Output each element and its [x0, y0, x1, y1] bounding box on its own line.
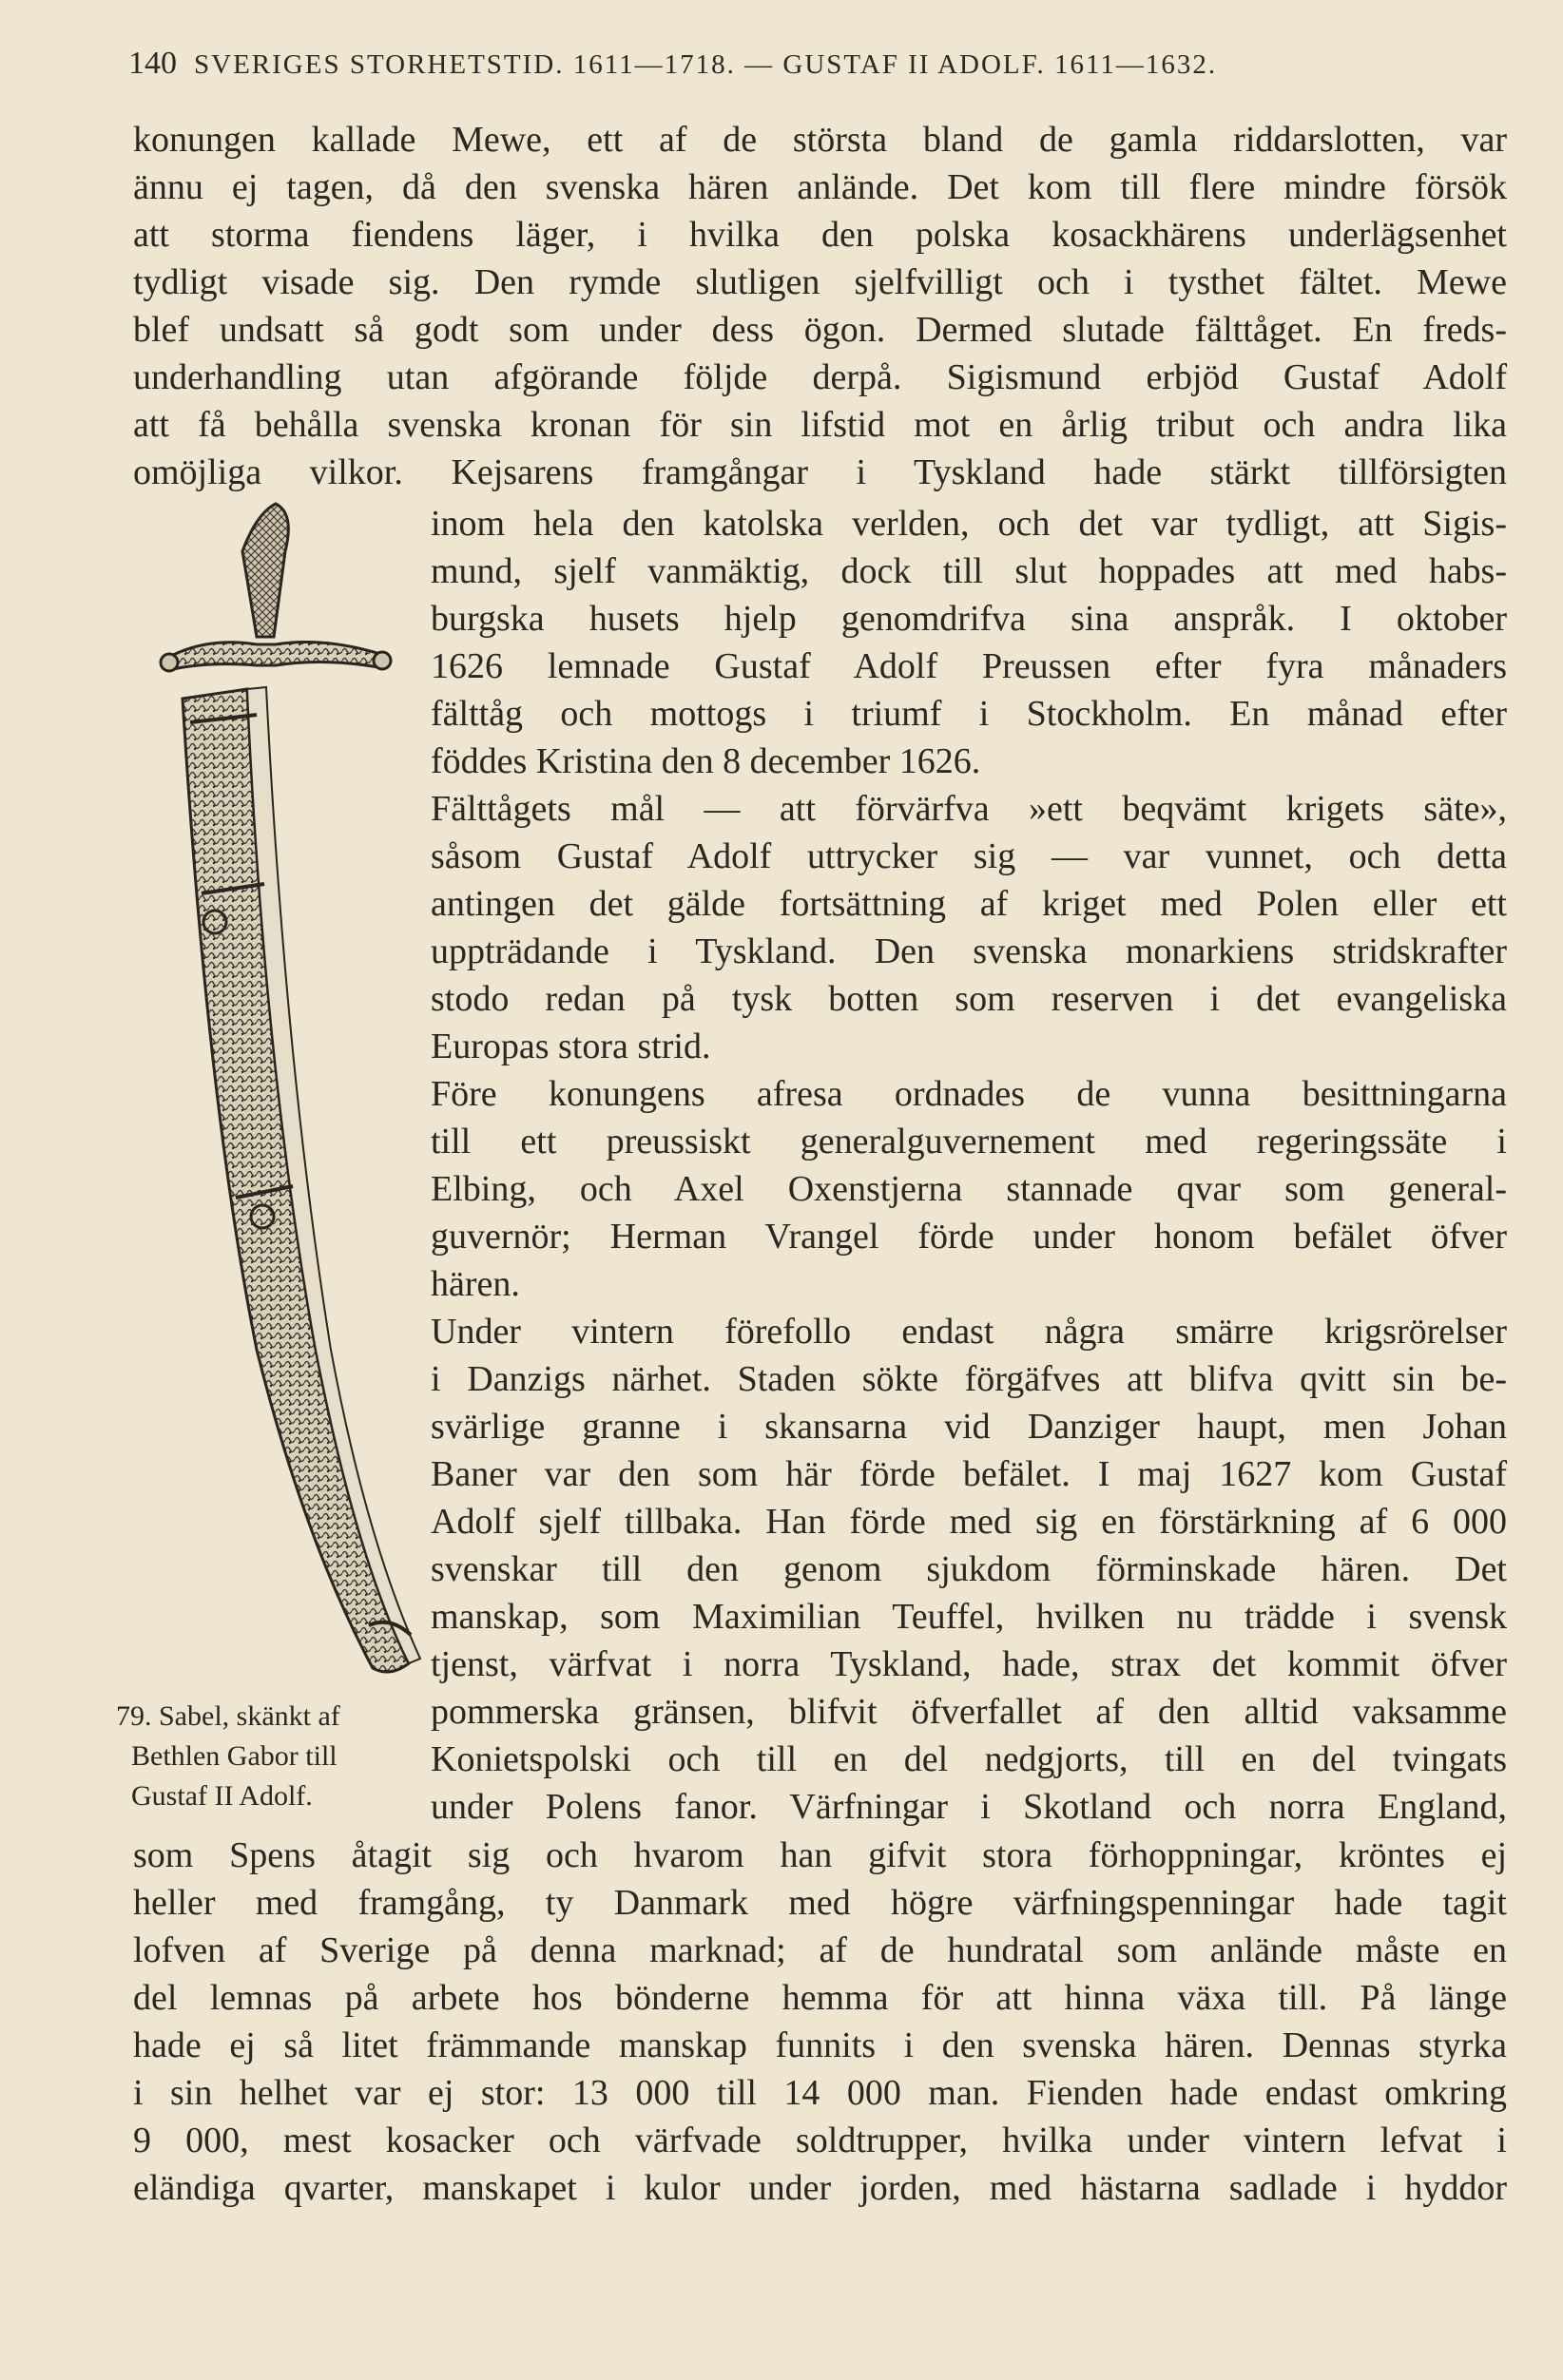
sabre-hilt — [161, 504, 391, 671]
text-line: som Spens åtagit sig och hvarom han gifvit stora förhoppningar, kröntes ej — [133, 1835, 1507, 1875]
text-line: lofven af Sverige på denna marknad; af de hundratal som anlände måste en — [133, 1930, 1507, 1970]
text-line: till ett preussiskt generalguvernement med regeringssäte i — [431, 1122, 1507, 1161]
text-line: mund, sjelf vanmäktig, dock till slut hoppades att med habs- — [431, 551, 1507, 591]
text-line: hären. — [431, 1264, 520, 1304]
text-line: i Danzigs närhet. Staden sökte förgäfves att blifva qvitt sin be- — [431, 1359, 1507, 1399]
text-line: Adolf sjelf tillbaka. Han förde med sig en förstärkning af 6 000 — [431, 1502, 1507, 1542]
text-line: Elbing, och Axel Oxenstjerna stannade qvar som general- — [431, 1169, 1507, 1209]
text-line: Konietspolski och till en del nedgjorts, till en del tvingats — [431, 1739, 1507, 1779]
text-line: 1626 lemnade Gustaf Adolf Preussen efter fyra månaders — [431, 646, 1507, 686]
text-line: inom hela den katolska verlden, och det var tydligt, att Sigis- — [431, 504, 1507, 544]
text-line: del lemnas på arbete hos bönderne hemma för att hinna växa till. På länge — [133, 1978, 1507, 2018]
caption-line: Bethlen Gabor till — [131, 1740, 338, 1772]
text-line: såsom Gustaf Adolf uttrycker sig — var vunnet, och detta — [431, 836, 1507, 876]
text-line: uppträdande i Tyskland. Den svenska monarkiens stridskrafter — [431, 931, 1507, 971]
text-line: ännu ej tagen, då den svenska hären anlände. Det kom till flere mindre försök — [133, 167, 1507, 207]
sabre-illustration — [152, 494, 428, 1682]
page-number: 140 — [128, 46, 177, 81]
text-line: Europas stora strid. — [431, 1027, 711, 1066]
text-line: Under vintern förefollo endast några smärre krigsrörelser — [431, 1312, 1507, 1352]
text-line: hade ej så litet främmande manskap funnits i den svenska hären. Dennas styrka — [133, 2025, 1507, 2065]
running-title: SVERIGES STORHETSTID. 1611—1718. — GUSTAF II ADOLF. 1611—1632. — [194, 49, 1218, 80]
text-line: under Polens fanor. Värfningar i Skotland och norra England, — [431, 1787, 1507, 1827]
text-line: blef undsatt så godt som under dess ögon. Dermed slutade fälttåget. En freds- — [133, 310, 1507, 350]
text-line: fälttåg och mottogs i triumf i Stockholm. En månad efter — [431, 694, 1507, 734]
text-line: svenskar till den genom sjukdom förminskade hären. Det — [431, 1549, 1507, 1589]
text-line: tydligt visade sig. Den rymde slutligen sjelfvilligt och i tysthet fältet. Mewe — [133, 262, 1507, 302]
text-line: tjenst, värfvat i norra Tyskland, hade, strax det kommit öfver — [431, 1644, 1507, 1684]
text-line: att storma fiendens läger, i hvilka den polska kosackhärens underlägsenhet — [133, 215, 1507, 255]
text-line: guvernör; Herman Vrangel förde under honom befälet öfver — [431, 1217, 1507, 1257]
text-line: Före konungens afresa ordnades de vunna besittningarna — [431, 1074, 1507, 1114]
text-line: manskap, som Maximilian Teuffel, hvilken nu trädde i svensk — [431, 1597, 1507, 1637]
text-line: burgska husets hjelp genomdrifva sina anspråk. I oktober — [431, 599, 1507, 639]
caption-line: 79. Sabel, skänkt af — [116, 1700, 340, 1732]
text-line: i sin helhet var ej stor: 13 000 till 14 000 man. Fienden hade endast omkring — [133, 2073, 1507, 2113]
caption-line: Gustaf II Adolf. — [131, 1780, 313, 1812]
text-line: pommerska gränsen, blifvit öfverfallet af den alltid vaksamme — [431, 1692, 1507, 1732]
running-head — [128, 46, 1497, 93]
text-line: konungen kallade Mewe, ett af de största bland de gamla riddarslotten, var — [133, 120, 1507, 160]
text-line: föddes Kristina den 8 december 1626. — [431, 741, 981, 781]
text-line: stodo redan på tysk botten som reserven i det evangeliska — [431, 979, 1507, 1019]
text-line: Fälttågets mål — att förvärfva »ett beqvämt krigets säte», — [431, 789, 1507, 829]
text-line: svärlige granne i skansarna vid Danziger haupt, men Johan — [431, 1407, 1507, 1447]
text-line: omöjliga vilkor. Kejsarens framgångar i Tyskland hade stärkt tillförsigten — [133, 452, 1507, 492]
sabre-scabbard — [183, 687, 420, 1672]
text-line: heller med framgång, ty Danmark med högre värfningspenningar hade tagit — [133, 1883, 1507, 1923]
text-line: underhandling utan afgörande följde derpå. Sigismund erbjöd Gustaf Adolf — [133, 357, 1507, 397]
figure-caption — [116, 1697, 420, 1816]
text-line: Baner var den som här förde befälet. I maj 1627 kom Gustaf — [431, 1454, 1507, 1494]
text-line: att få behålla svenska kronan för sin lifstid mot en årlig tribut och andra lika — [133, 405, 1507, 445]
text-line: antingen det gälde fortsättning af kriget med Polen eller ett — [431, 884, 1507, 924]
text-line: 9 000, mest kosacker och värfvade soldtrupper, hvilka under vintern lefvat i — [133, 2121, 1507, 2160]
text-line: eländiga qvarter, manskapet i kulor under jorden, med hästarna sadlade i hyddor — [133, 2168, 1507, 2208]
